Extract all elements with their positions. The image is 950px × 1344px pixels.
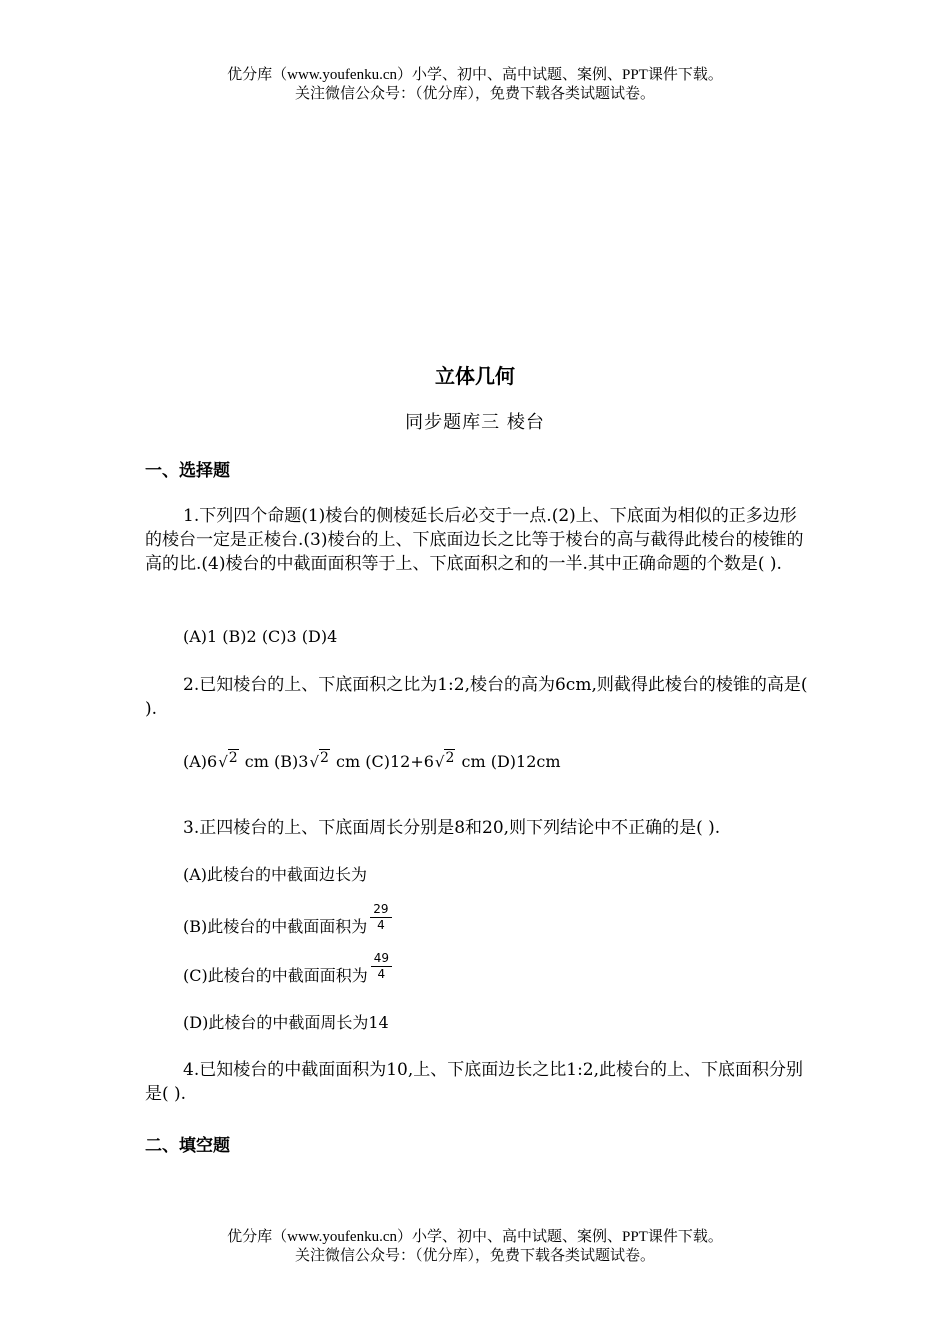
radicand: 2	[228, 750, 238, 766]
fraction	[371, 951, 392, 982]
q3-option-a: (A)此棱台的中截面边长为	[183, 865, 368, 884]
q3-option-d: (D)此棱台的中截面周长为14	[183, 1013, 389, 1032]
question-3: 3.正四棱台的上、下底面周长分别是8和20,则下列结论中不正确的是( ).	[183, 818, 721, 838]
radical-sign: √	[309, 753, 319, 771]
section-heading-choice: 一、选择题	[145, 461, 230, 481]
sqrt-symbol	[218, 750, 238, 775]
q2-option-c-prefix: cm (C)12+6	[330, 752, 434, 771]
section-heading-fill: 二、填空题	[145, 1136, 230, 1156]
question-1: 1.下列四个命题(1)棱台的侧棱延长后必交于一点.(2)上、下底面为相似的正多边形的棱台一定是正棱台.(3)棱台的上、下底面边长之比等于棱台的高与截得此棱台的棱锥的高的比.(4)棱台的中截面面积等于上、下底面积之和的一半.其中正确命题的个数是( ).	[145, 506, 804, 574]
header-line-1: 优分库（www.youfenku.cn）小学、初中、高中试题、案例、PPT课件下载。	[227, 67, 723, 83]
sqrt-symbol	[435, 750, 455, 775]
footer-line-1: 优分库（www.youfenku.cn）小学、初中、高中试题、案例、PPT课件下载。	[227, 1229, 723, 1245]
question-1-options: (A)1 (B)2 (C)3 (D)4	[183, 627, 338, 646]
q3-option-b-text: (B)此棱台的中截面面积为	[183, 917, 368, 936]
radical-sign: √	[434, 753, 445, 771]
fraction	[370, 902, 391, 933]
fraction-denominator: 4	[377, 918, 385, 932]
question-2-options	[183, 750, 561, 775]
q3-option-c-text: (C)此棱台的中截面面积为	[183, 966, 368, 985]
header-line-2: 关注微信公众号：（优分库），免费下载各类试题试卷。	[294, 86, 655, 102]
sqrt-symbol	[309, 750, 329, 775]
q2-option-d: cm (D)12cm	[456, 752, 561, 771]
q3-option-c	[183, 951, 392, 992]
fraction-numerator: 29	[370, 902, 391, 918]
q3-option-b	[183, 902, 392, 943]
page-footer	[0, 1228, 950, 1266]
q2-option-a-prefix: (A)6	[183, 752, 218, 771]
page-subtitle: 同步题库三 棱台	[405, 412, 545, 433]
radicand: 2	[320, 750, 329, 766]
q2-option-b-prefix: cm (B)3	[239, 752, 309, 771]
fraction-numerator: 49	[371, 951, 392, 967]
radicand: 2	[445, 750, 455, 766]
page-title: 立体几何	[435, 364, 515, 388]
question-2: 2.已知棱台的上、下底面积之比为1:2,棱台的高为6cm,则截得此棱台的棱锥的高是( ).	[145, 675, 808, 719]
radical-sign: √	[218, 753, 228, 771]
footer-line-2: 关注微信公众号：（优分库），免费下载各类试题试卷。	[294, 1248, 655, 1264]
page-header	[0, 66, 950, 104]
question-4: 4.已知棱台的中截面面积为10,上、下底面边长之比1:2,此棱台的上、下底面积分别是( ).	[145, 1060, 804, 1104]
fraction-denominator: 4	[377, 967, 386, 981]
